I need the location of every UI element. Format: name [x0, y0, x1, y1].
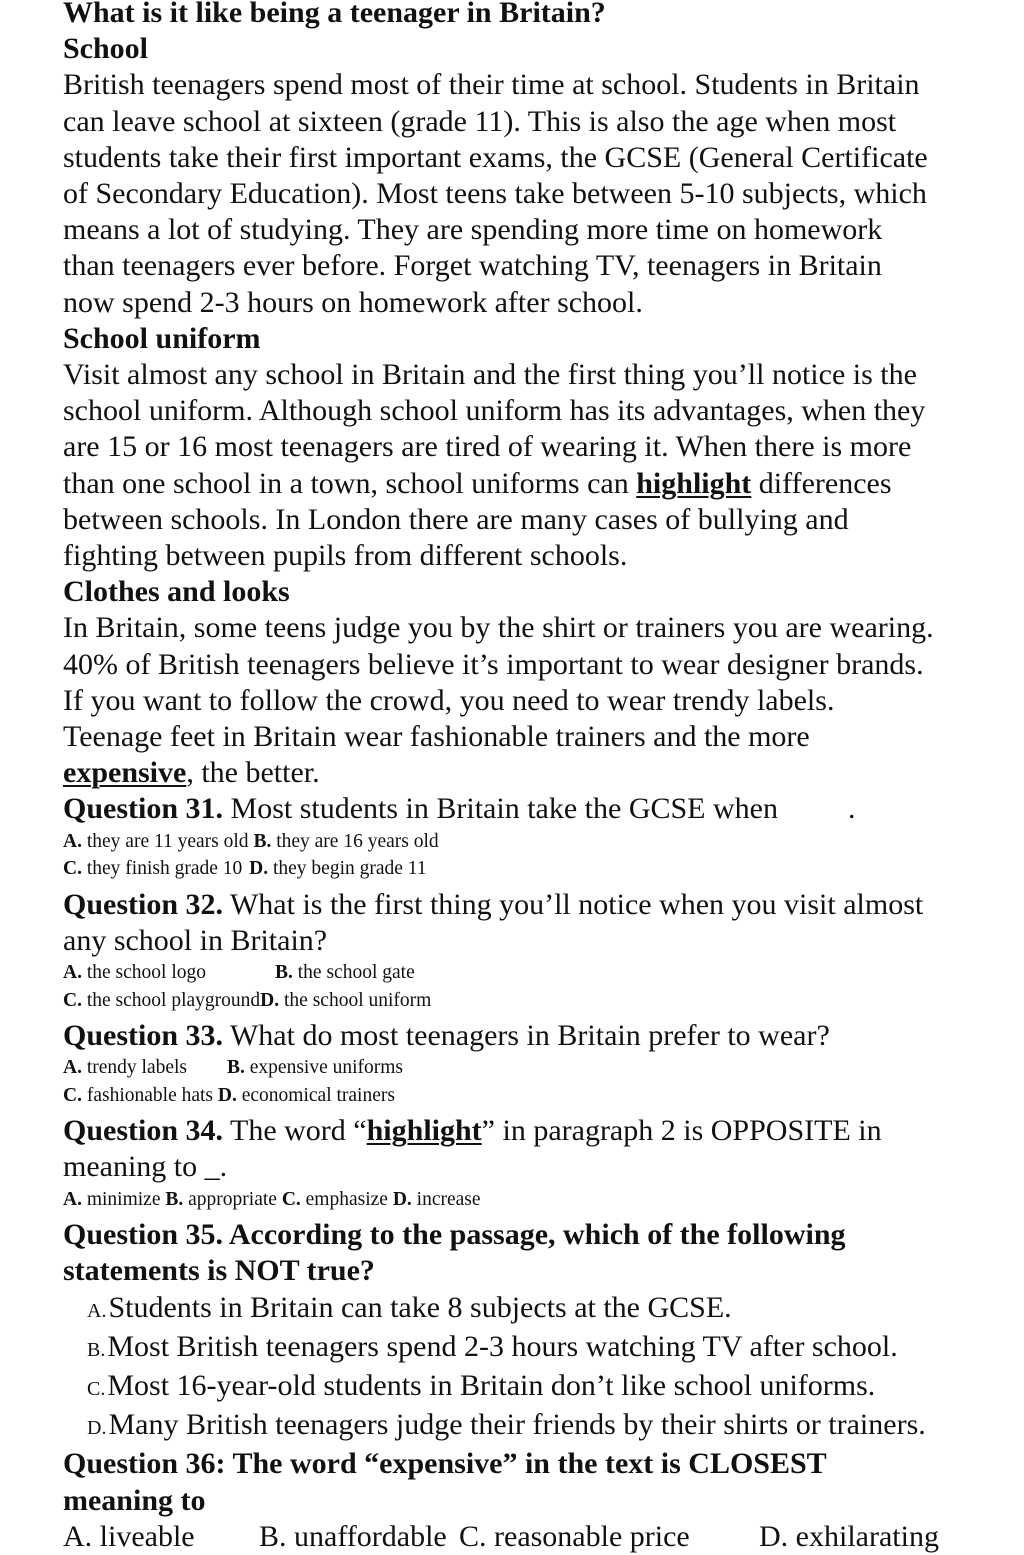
option-text: they finish grade 10: [81, 858, 243, 880]
question-stem: Question 36: The word “expensive” in the text is CLOSEST: [63, 1447, 827, 1481]
paragraph-line: school uniform. Although school uniform has its advantages, when they: [63, 394, 926, 428]
option-d[interactable]: [218, 1085, 395, 1106]
question-text: Most students in Britain take the GCSE when: [223, 792, 778, 826]
option-text: economical trainers: [236, 1084, 395, 1106]
options-row: [63, 855, 1013, 883]
text: , the better.: [186, 756, 320, 790]
question-text: What is the first thing you’ll notice when you visit almost: [223, 887, 924, 921]
paragraph-line: fighting between pupils from different schools.: [63, 539, 628, 573]
paragraph-line: are 15 or 16 most teenagers are tired of wearing it. When there is more: [63, 430, 912, 464]
option-a[interactable]: [63, 1290, 1013, 1329]
paragraph-line: British teenagers spend most of their time at school. Students in Britain: [63, 68, 920, 102]
option-b[interactable]: B. unaffordable: [259, 1519, 447, 1553]
paragraph-line: than teenagers ever before. Forget watching TV, teenagers in Britain: [63, 249, 882, 283]
question-text: The word “: [223, 1114, 367, 1148]
option-c[interactable]: [63, 990, 260, 1011]
options-row: [63, 959, 1013, 987]
option-text: appropriate: [183, 1188, 277, 1210]
question-32: [63, 887, 1013, 1014]
option-d[interactable]: [249, 858, 426, 879]
option-a[interactable]: A. liveable: [63, 1519, 195, 1553]
section-heading-school: School: [63, 32, 149, 66]
option-b[interactable]: [227, 1057, 403, 1078]
question-34: [63, 1113, 1013, 1213]
question-label: Question 32.: [63, 887, 224, 921]
option-letter: A.: [63, 1057, 82, 1079]
option-letter: D.: [217, 1084, 237, 1106]
options-row: [63, 1186, 1013, 1214]
paragraph-line: can leave school at sixteen (grade 11). This is also the age when most: [63, 104, 897, 138]
option-letter: A.: [63, 1188, 82, 1210]
option-text: they are 11 years old: [81, 830, 249, 852]
option-c[interactable]: [63, 1368, 1013, 1407]
highlighted-word: highlight: [366, 1114, 482, 1148]
paragraph-line: 40% of British teenagers believe it’s important to wear designer brands.: [63, 647, 924, 681]
question-label: Question 34.: [63, 1114, 224, 1148]
options-row: [63, 987, 1013, 1015]
question-stem: [63, 1018, 1013, 1054]
option-letter: C.: [63, 989, 82, 1011]
question-stem-cont: meaning to: [63, 1483, 206, 1517]
paragraph-clothes: [63, 610, 1013, 791]
paragraph-line: [63, 466, 1013, 502]
option-a[interactable]: [63, 1189, 161, 1210]
question-stem: [63, 1113, 1013, 1149]
text: differences: [751, 466, 892, 500]
option-b[interactable]: [165, 1189, 277, 1210]
option-c[interactable]: C. reasonable price: [459, 1519, 690, 1553]
option-text: fashionable hats: [81, 1084, 214, 1106]
option-letter: B.: [87, 1338, 106, 1361]
option-d[interactable]: [393, 1189, 481, 1210]
option-text: minimize: [81, 1188, 161, 1210]
text: than one school in a town, school uniforms can: [63, 466, 637, 500]
option-b[interactable]: [275, 962, 415, 983]
paragraph-line: of Secondary Education). Most teens take between 5-10 subjects, which: [63, 177, 927, 211]
option-letter: C.: [87, 1378, 106, 1400]
paragraph-school: [63, 67, 1013, 320]
option-letter: C.: [63, 858, 82, 880]
question-stem-cont: statements is NOT true?: [63, 1254, 375, 1288]
paragraph-line: [63, 755, 1013, 791]
option-text: they are 16 years old: [271, 830, 439, 852]
option-letter: A.: [63, 830, 82, 852]
option-text: trendy labels: [81, 1057, 188, 1079]
option-d[interactable]: D. exhilarating: [759, 1519, 939, 1553]
highlighted-word: highlight: [636, 466, 752, 500]
question-35: [63, 1217, 1013, 1446]
question-stem: [63, 791, 1013, 827]
paragraph-line: Teenage feet in Britain wear fashionable trainers and the more: [63, 720, 810, 754]
option-letter: A.: [87, 1299, 107, 1322]
options-row: [63, 1519, 1013, 1555]
paragraph-line: now spend 2-3 hours on homework after school.: [63, 285, 643, 319]
question-end: .: [848, 792, 856, 826]
option-letter: D.: [249, 858, 269, 880]
option-letter: C.: [63, 1084, 82, 1106]
option-text: the school gate: [292, 962, 415, 984]
option-letter: D.: [392, 1188, 412, 1210]
option-b[interactable]: [63, 1329, 1013, 1368]
passage-title: What is it like being a teenager in Britain?: [63, 0, 606, 29]
paragraph-line: If you want to follow the crowd, you need to wear trendy labels.: [63, 683, 835, 717]
paragraph-line: means a lot of studying. They are spending more time on homework: [63, 213, 883, 247]
paragraph-line: Visit almost any school in Britain and the first thing you’ll notice is the: [63, 358, 917, 392]
option-c[interactable]: [282, 1189, 388, 1210]
options-row: [63, 1054, 1013, 1082]
option-text: Students in Britain can take 8 subjects at the GCSE.: [108, 1290, 732, 1324]
option-letter: B.: [165, 1188, 184, 1210]
highlighted-word: expensive: [63, 756, 187, 790]
question-stem-cont: meaning to _.: [63, 1150, 228, 1184]
option-text: the school uniform: [279, 989, 432, 1011]
option-c[interactable]: [63, 1085, 213, 1106]
option-d[interactable]: [260, 990, 431, 1011]
option-letter: B.: [253, 830, 272, 852]
question-text: ” in paragraph 2 is OPPOSITE in: [481, 1114, 882, 1148]
question-label: Question 31.: [63, 792, 224, 826]
option-letter: B.: [275, 962, 293, 984]
option-c[interactable]: [63, 858, 242, 879]
paragraph-uniform: [63, 357, 1013, 574]
section-heading-uniform: School uniform: [63, 321, 261, 355]
question-36: [63, 1446, 1013, 1555]
question-33: [63, 1018, 1013, 1109]
question-stem-cont: any school in Britain?: [63, 923, 328, 957]
option-a[interactable]: [63, 959, 275, 987]
reading-passage: [63, 0, 1013, 1555]
option-letter: D.: [87, 1417, 107, 1440]
section-heading-clothes: Clothes and looks: [63, 575, 290, 609]
option-text: emphasize: [300, 1188, 388, 1210]
option-d[interactable]: [63, 1407, 1013, 1446]
question-stem: [63, 887, 1013, 923]
paragraph-line: students take their first important exams, the GCSE (General Certificate: [63, 140, 928, 174]
paragraph-line: In Britain, some teens judge you by the shirt or trainers you are wearing.: [63, 611, 934, 645]
question-label: Question 33.: [63, 1019, 224, 1053]
option-text: Most 16-year-old students in Britain don’t like school uniforms.: [107, 1369, 876, 1402]
option-text: the school logo: [81, 962, 206, 984]
question-text: What do most teenagers in Britain prefer to wear?: [223, 1019, 830, 1053]
question-31: [63, 791, 1013, 882]
option-letter: A.: [63, 962, 82, 984]
option-letter: C.: [281, 1188, 301, 1210]
option-text: increase: [411, 1188, 481, 1210]
option-text: expensive uniforms: [244, 1057, 404, 1079]
option-a[interactable]: [63, 1054, 227, 1082]
option-b[interactable]: [253, 831, 438, 852]
option-letter: B.: [227, 1057, 245, 1079]
question-stem: Question 35. According to the passage, which of the following: [63, 1218, 846, 1252]
options-row: [63, 828, 1013, 856]
option-text: Many British teenagers judge their friends by their shirts or trainers.: [108, 1408, 926, 1442]
option-a[interactable]: [63, 831, 249, 852]
options-row: [63, 1082, 1013, 1110]
option-text: Most British teenagers spend 2-3 hours watching TV after school.: [107, 1329, 898, 1363]
option-letter: D.: [260, 989, 280, 1011]
paragraph-line: between schools. In London there are many cases of bullying and: [63, 502, 849, 536]
option-text: the school playground: [81, 989, 261, 1011]
option-text: they begin grade 11: [268, 858, 427, 880]
